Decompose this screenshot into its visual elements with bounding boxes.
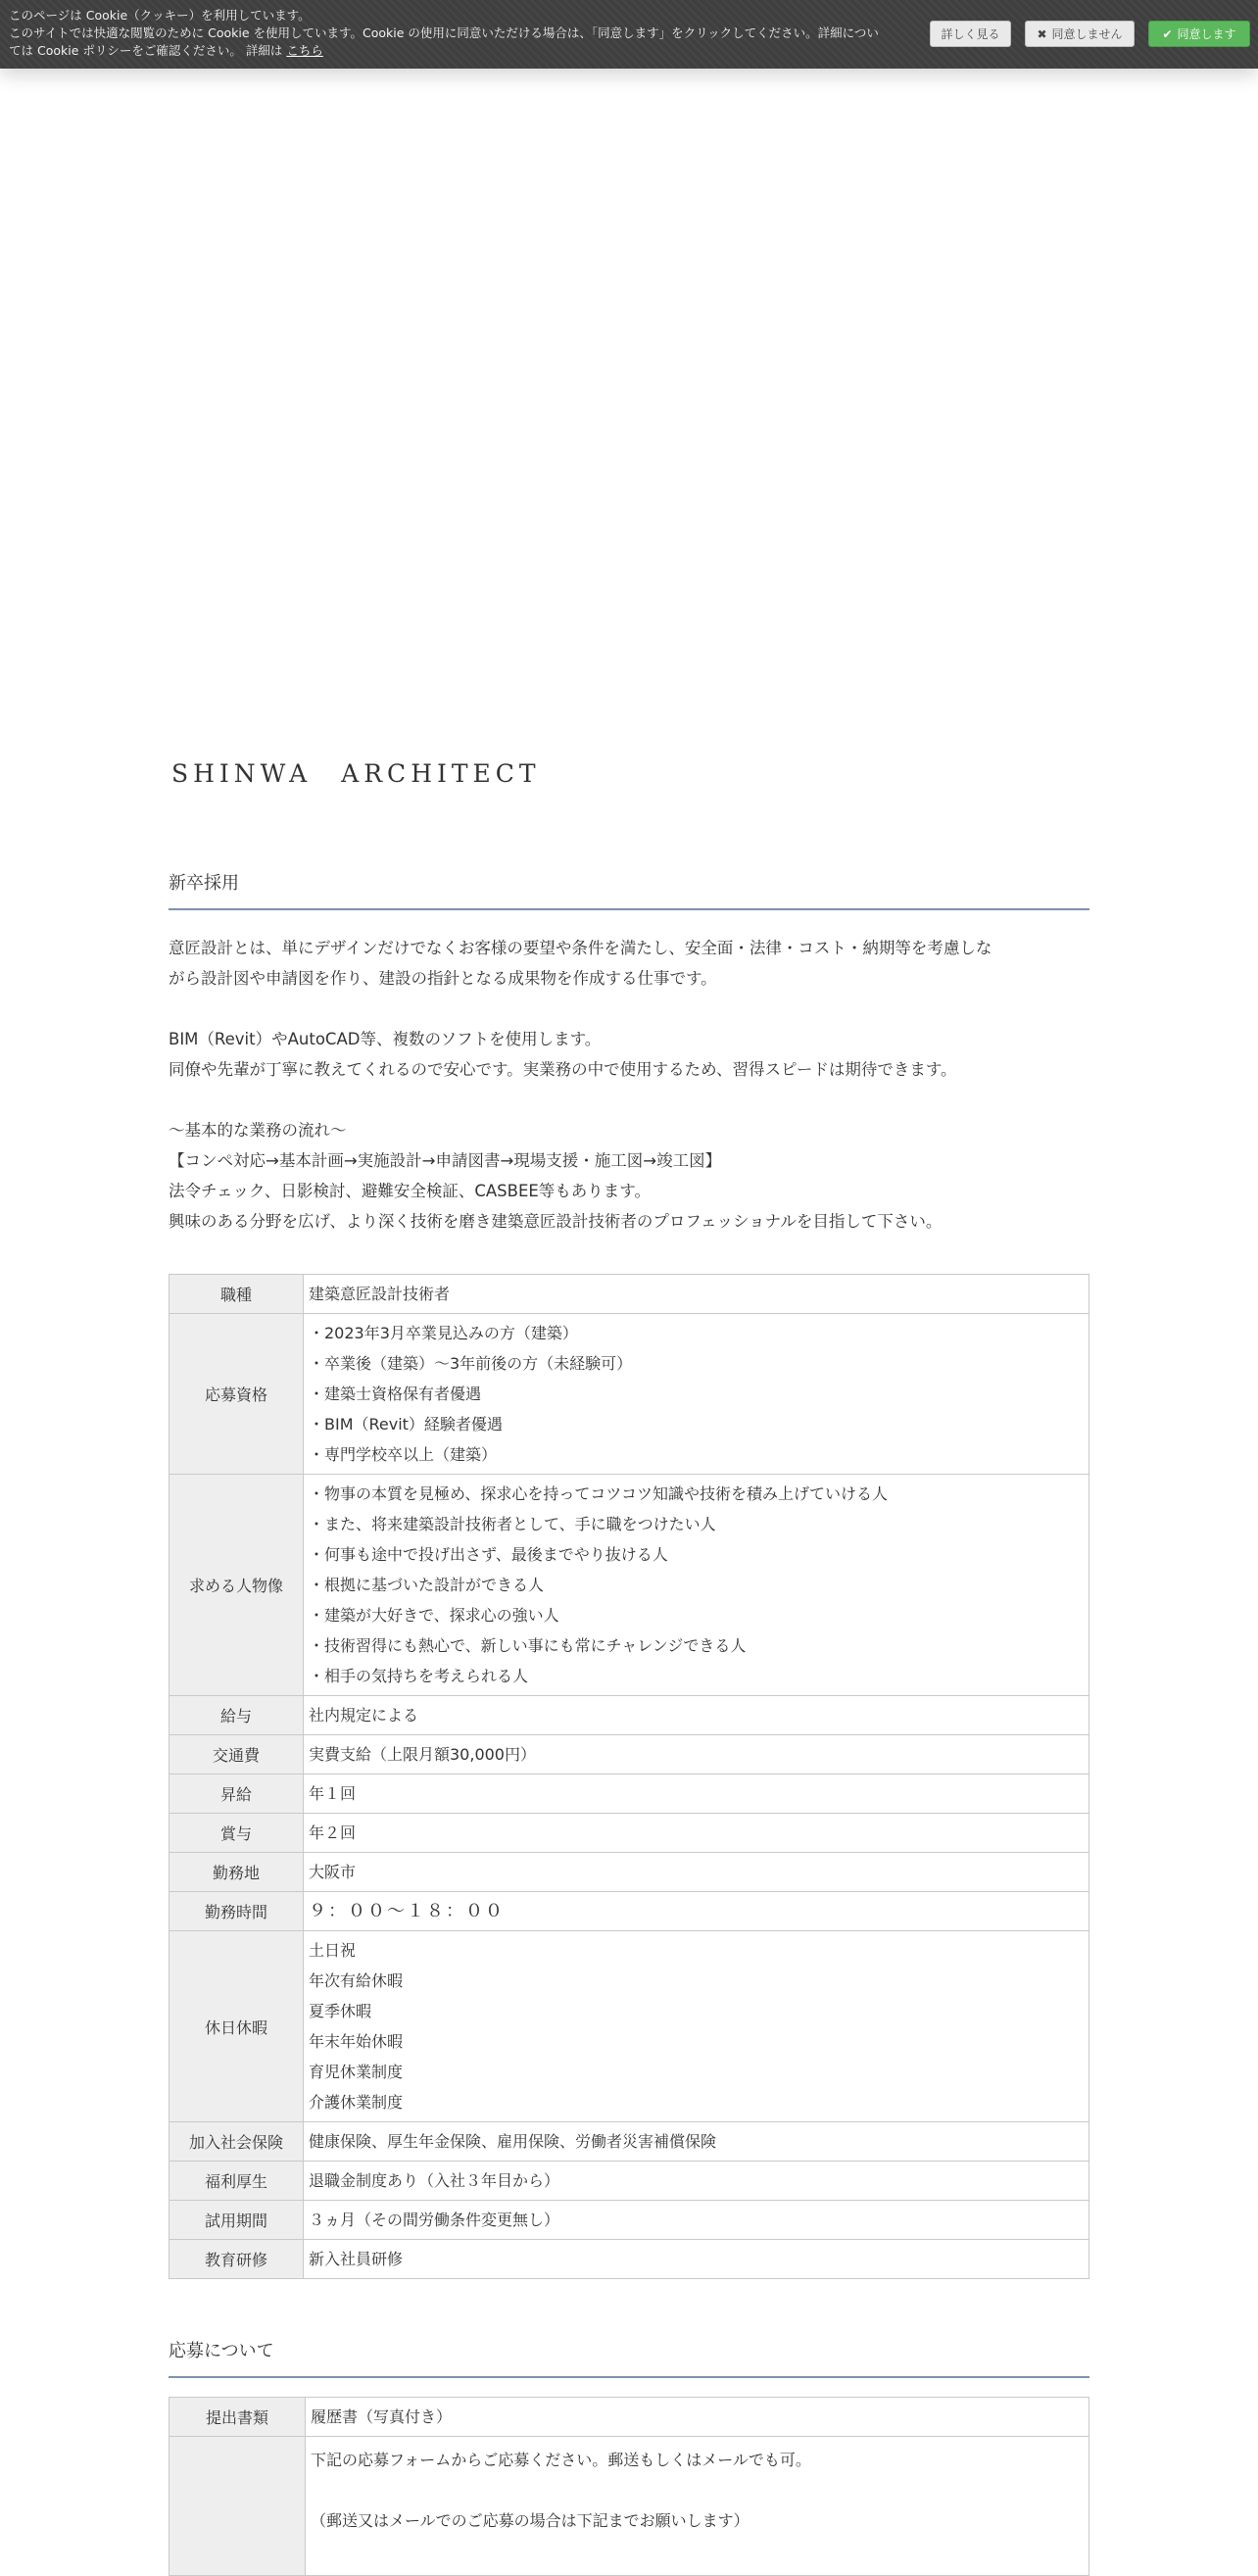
- row-value: [304, 1853, 1089, 1892]
- cookie-details-label: 詳しく見る: [941, 27, 1000, 41]
- table-row: [169, 1931, 1089, 2122]
- row-value: [304, 2201, 1089, 2240]
- row-value: [304, 1735, 1089, 1774]
- row-label: 試用期間: [169, 2201, 304, 2240]
- row-label: 勤務地: [169, 1853, 304, 1892]
- value-line: ・建築士資格保有者優遇: [309, 1385, 482, 1403]
- table-row: [169, 1314, 1089, 1475]
- table-row: [169, 1814, 1089, 1853]
- value-line: ・また、将来建築設計技術者として、手に職をつけたい人: [309, 1515, 716, 1533]
- row-label: 提出書類: [169, 2398, 306, 2437]
- value-line: ・根拠に基づいた設計ができる人: [309, 1576, 545, 1594]
- recruit-section-header: [169, 869, 1089, 895]
- value-line: 実費支給（上限月額30,000円）: [309, 1745, 536, 1764]
- row-label: [169, 2437, 306, 2576]
- table-row: [169, 1275, 1089, 1314]
- cookie-decline-button[interactable]: [1025, 21, 1135, 47]
- row-value: [306, 2437, 1089, 2576]
- cookie-line-2: このサイトでは快適な閲覧のために Cookie を使用しています。Cookie の使用に同意いただける場合は、「同意します」をクリックしてください。詳細につい: [9, 25, 879, 40]
- heading-divider: [169, 908, 1089, 910]
- intro-line: 興味のある分野を広げ、より深く技術を磨き建築意匠設計技術者のプロフェッショナルを目指して下さい。: [169, 1212, 943, 1231]
- cookie-accept-label: 同意します: [1177, 27, 1236, 41]
- value-line: ・何事も途中で投げ出さず、最後までやり抜ける人: [309, 1545, 668, 1564]
- value-line: ・技術習得にも熱心で、新しい事にも常にチャレンジできる人: [309, 1636, 747, 1655]
- value-line: ３ヵ月（その間労働条件変更無し）: [309, 2211, 560, 2229]
- value-line: ・物事の本質を見極め、探求心を持ってコツコツ知識や技術を積み上げていける人: [309, 1484, 889, 1503]
- row-value: [304, 1314, 1089, 1475]
- heading-divider: [169, 2376, 1089, 2378]
- table-row: [169, 1892, 1089, 1931]
- table-row: [169, 1774, 1089, 1814]
- paragraph-gap: [169, 1085, 1089, 1115]
- table-row: [169, 1735, 1089, 1774]
- cookie-message: [9, 7, 915, 60]
- value-line: 建築意匠設計技術者: [309, 1285, 451, 1303]
- table-row: [169, 2122, 1089, 2162]
- recruit-heading: 新卒採用: [169, 873, 239, 894]
- value-line: 社内規定による: [309, 1706, 419, 1725]
- row-label: 勤務時間: [169, 1892, 304, 1931]
- table-row: [169, 2240, 1089, 2279]
- apply-table: [169, 2397, 1089, 2576]
- value-line: 年２回: [309, 1823, 357, 1842]
- value-line: 夏季休暇: [309, 2002, 372, 2020]
- cookie-line-3: ては Cookie ポリシーをご確認ください。 詳細は: [9, 43, 283, 58]
- value-line: （郵送又はメールでのご応募の場合は下記までお願いします）: [311, 2511, 750, 2530]
- cookie-details-button[interactable]: [930, 21, 1011, 47]
- row-label: 求める人物像: [169, 1475, 304, 1696]
- table-row: [169, 2162, 1089, 2201]
- value-line: 退職金制度あり（入社３年目から）: [309, 2171, 560, 2190]
- row-value: [304, 2240, 1089, 2279]
- table-row: [169, 2398, 1089, 2437]
- value-line: 年次有給休暇: [309, 1971, 404, 1990]
- row-label: 賞与: [169, 1814, 304, 1853]
- value-line: 履歴書（写真付き）: [311, 2407, 453, 2426]
- table-row: [169, 2201, 1089, 2240]
- value-line: ・卒業後（建築）〜3年前後の方（未経験可）: [309, 1354, 633, 1373]
- table-row: [169, 1853, 1089, 1892]
- paragraph-gap: [169, 994, 1089, 1024]
- value-line: 年末年始休暇: [309, 2032, 404, 2051]
- value-line: ・相手の気持ちを考えられる人: [309, 1667, 529, 1685]
- table-row: [169, 2437, 1089, 2576]
- value-line: 新入社員研修: [309, 2250, 404, 2268]
- row-value: [304, 2122, 1089, 2162]
- intro-line: がら設計図や申請図を作り、建設の指針となる成果物を作成する仕事です。: [169, 969, 717, 988]
- row-value: [304, 1475, 1089, 1696]
- value-line: 大阪市: [309, 1863, 357, 1881]
- value-line: 年１回: [309, 1784, 357, 1803]
- cookie-line-1: このページは Cookie（クッキー）を利用しています。: [9, 8, 311, 23]
- row-value: [304, 1931, 1089, 2122]
- value-line: 土日祝: [309, 1941, 357, 1960]
- row-label: 応募資格: [169, 1314, 304, 1475]
- check-icon: ✔: [1162, 27, 1173, 41]
- value-line: ・BIM（Revit）経験者優遇: [309, 1415, 503, 1434]
- row-label: 昇給: [169, 1774, 304, 1814]
- intro-line: 意匠設計とは、単にデザインだけでなくお客様の要望や条件を満たし、安全面・法律・コスト・納期等を考慮しな: [169, 939, 992, 957]
- row-label: 職種: [169, 1275, 304, 1314]
- value-line: 育児休業制度: [309, 2063, 404, 2081]
- close-icon: ✖: [1037, 27, 1047, 41]
- value-line: [311, 2475, 1084, 2505]
- value-line: 介護休業制度: [309, 2093, 404, 2112]
- intro-line: BIM（Revit）やAutoCAD等、複数のソフトを使用します。: [169, 1030, 602, 1048]
- row-label: 加入社会保険: [169, 2122, 304, 2162]
- intro-line: 【コンペ対応→基本計画→実施設計→申請図書→現場支援・施工図→竣工図】: [169, 1151, 722, 1170]
- row-value: [304, 1774, 1089, 1814]
- apply-section-header: [169, 2337, 1089, 2362]
- value-line: 健康保険、厚生年金保険、雇用保険、労働者災害補償保険: [309, 2132, 717, 2151]
- row-value: [306, 2398, 1089, 2437]
- intro-line: 〜基本的な業務の流れ〜: [169, 1121, 347, 1140]
- row-value: [304, 1814, 1089, 1853]
- apply-heading: 応募について: [169, 2341, 274, 2361]
- cookie-accept-button[interactable]: [1148, 21, 1250, 47]
- row-value: [304, 1892, 1089, 1931]
- row-label: 教育研修: [169, 2240, 304, 2279]
- row-value: [304, 2162, 1089, 2201]
- row-label: 交通費: [169, 1735, 304, 1774]
- table-row: [169, 1696, 1089, 1735]
- intro-line: 法令チェック、日影検討、避難安全検証、CASBEE等もあります。: [169, 1182, 651, 1200]
- cookie-banner: [0, 0, 1258, 69]
- recruit-intro: [169, 933, 1089, 1237]
- row-label: 給与: [169, 1696, 304, 1735]
- row-label: 福利厚生: [169, 2162, 304, 2201]
- table-row: [169, 1475, 1089, 1696]
- value-line: ・専門学校卒以上（建築）: [309, 1445, 498, 1464]
- row-value: [304, 1696, 1089, 1735]
- row-label: 休日休暇: [169, 1931, 304, 2122]
- row-value: [304, 1275, 1089, 1314]
- value-line: ・2023年3月卒業見込みの方（建築）: [309, 1324, 578, 1342]
- value-line: ９：００〜１８：００: [309, 1901, 505, 1921]
- cookie-decline-label: 同意しません: [1051, 27, 1123, 41]
- value-line: 下記の応募フォームからご応募ください。郵送もしくはメールでも可。: [311, 2451, 811, 2469]
- job-details-table: [169, 1274, 1089, 2279]
- site-title: SHINWA ARCHITECT: [171, 759, 541, 788]
- value-line: ・建築が大好きで、探求心の強い人: [309, 1606, 559, 1625]
- intro-line: 同僚や先輩が丁寧に教えてくれるので安心です。実業務の中で使用するため、習得スピードは期待できます。: [169, 1060, 957, 1079]
- cookie-policy-link[interactable]: こちら: [286, 43, 323, 58]
